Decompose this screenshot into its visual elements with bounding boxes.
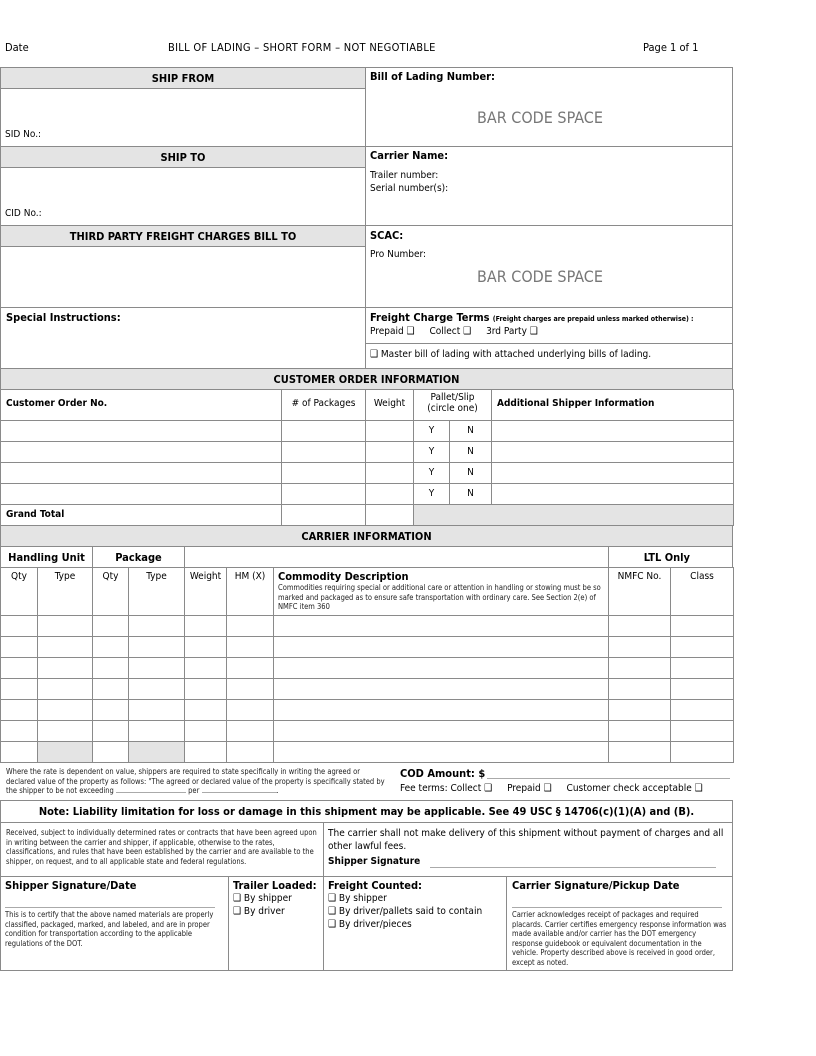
- carrier-sig-date-field[interactable]: [512, 897, 722, 908]
- freight-counted-title: Freight Counted:: [328, 879, 422, 892]
- pallet-slip-label: Pallet/Slip: [430, 392, 475, 403]
- pkg-type-cell: [128, 741, 185, 763]
- collect-checkbox[interactable]: Collect ❑: [429, 326, 472, 337]
- nmfc-cell[interactable]: [608, 741, 671, 763]
- pkg-qty-cell[interactable]: [92, 741, 129, 763]
- commodity-cell[interactable]: [273, 720, 609, 742]
- bol-number-label: Bill of Lading Number:: [370, 70, 496, 83]
- pallet-yes-option[interactable]: Y: [413, 483, 450, 505]
- additional-info-cell[interactable]: [491, 420, 734, 442]
- hu-type-cell[interactable]: [37, 720, 93, 742]
- hu-qty-cell[interactable]: [0, 741, 38, 763]
- hu-type-cell[interactable]: [37, 678, 93, 700]
- barcode-space: BAR CODE SPACE: [477, 108, 603, 127]
- hu-qty-cell[interactable]: [0, 699, 38, 721]
- pallet-no-option[interactable]: N: [449, 462, 492, 484]
- cod-amount-field[interactable]: [487, 769, 730, 779]
- col-additional-info: Additional Shipper Information: [491, 389, 734, 421]
- sid-label: SID No.:: [5, 129, 42, 140]
- grand-total-shaded: [413, 504, 734, 526]
- package-header: Package: [92, 546, 185, 568]
- ltl-only-header: LTL Only: [608, 546, 733, 568]
- shipper-sig-title: Shipper Signature/Date: [5, 879, 137, 892]
- delivery-text: The carrier shall not make delivery of this shipment without payment of charges and all other lawful fees.: [328, 828, 724, 852]
- shipper-signature-label: Shipper Signature: [328, 856, 421, 867]
- counted-by-driver-pallets-checkbox[interactable]: ❑ By driver/pallets said to contain: [328, 906, 483, 917]
- col-commodity: [273, 567, 609, 616]
- grand-total-label: Grand Total: [0, 504, 282, 526]
- declared-value-text: Where the rate is dependent on value, shippers are required to state specifically in writing the agreed or declared value of the property as follows: "The agreed or declared value of the property is specifically stated by the shipper to be not exceeding per .: [6, 767, 385, 795]
- weight-cell[interactable]: [184, 615, 227, 637]
- col-hu-qty: Qty: [0, 567, 38, 616]
- pkg-qty-cell[interactable]: [92, 636, 129, 658]
- weight-cell[interactable]: [365, 441, 414, 463]
- nmfc-cell[interactable]: [608, 657, 671, 679]
- class-cell[interactable]: [670, 615, 734, 637]
- prepaid-checkbox[interactable]: Prepaid ❑: [370, 326, 415, 337]
- carrier-info-header: CARRIER INFORMATION: [0, 525, 733, 547]
- pro-number-label: Pro Number:: [370, 249, 427, 260]
- col-class: Class: [670, 567, 734, 616]
- nmfc-cell[interactable]: [608, 636, 671, 658]
- class-cell[interactable]: [670, 741, 734, 763]
- col-customer-order-no: Customer Order No.: [0, 389, 282, 421]
- col-weight: Weight: [184, 567, 227, 616]
- master-bol-checkbox[interactable]: ❑ Master bill of lading with attached underlying bills of lading.: [370, 349, 652, 360]
- customer-order-header: CUSTOMER ORDER INFORMATION: [0, 368, 733, 390]
- trailer-by-driver-checkbox[interactable]: ❑ By driver: [233, 906, 285, 917]
- liability-note: Note: Liability limitation for loss or damage in this shipment may be applicable. See 49 USC § 14706(c)(1)(A) and (B).: [0, 800, 733, 823]
- carrier-name-label: Carrier Name:: [370, 149, 449, 162]
- hu-qty-cell[interactable]: [0, 615, 38, 637]
- pkg-type-cell[interactable]: [128, 699, 185, 721]
- shipper-sig-date-field[interactable]: [5, 897, 215, 908]
- nmfc-cell[interactable]: [608, 699, 671, 721]
- hm-cell[interactable]: [226, 720, 274, 742]
- hu-type-cell[interactable]: [37, 699, 93, 721]
- pallet-no-option[interactable]: N: [449, 441, 492, 463]
- third-party-field[interactable]: [0, 246, 366, 308]
- customer-order-cell[interactable]: [0, 462, 282, 484]
- class-cell[interactable]: [670, 657, 734, 679]
- ship-to-header: SHIP TO: [0, 146, 366, 168]
- pkg-type-cell[interactable]: [128, 636, 185, 658]
- weight-cell[interactable]: [184, 636, 227, 658]
- carrier-ack-text: Carrier acknowledges receipt of packages and required placards. Carrier certifies emergency response information was made available and/or carrier has the DOT emergency response guidebook or equivalent documentation in the vehicle. Property described above is received in good order, except as noted.: [512, 910, 727, 967]
- customer-order-cell[interactable]: [0, 420, 282, 442]
- col-pallet-slip: [413, 389, 492, 421]
- pkg-qty-cell[interactable]: [92, 678, 129, 700]
- freight-terms-note: (Freight charges are prepaid unless marked otherwise) :: [492, 315, 694, 323]
- barcode-space: BAR CODE SPACE: [477, 267, 603, 286]
- shipper-certify-text: This is to certify that the above named materials are properly classified, packaged, marked, and labeled, and are in proper condition for transportation according to the applicable regulations of the DOT.: [5, 910, 214, 948]
- hu-type-cell[interactable]: [37, 657, 93, 679]
- packages-cell[interactable]: [281, 462, 366, 484]
- handling-unit-header: Handling Unit: [0, 546, 93, 568]
- grand-total-packages[interactable]: [281, 504, 366, 526]
- packages-cell[interactable]: [281, 483, 366, 505]
- col-hm: HM (X): [226, 567, 274, 616]
- pallet-yes-option[interactable]: Y: [413, 420, 450, 442]
- additional-info-cell[interactable]: [491, 483, 734, 505]
- commodity-cell[interactable]: [273, 636, 609, 658]
- commodity-cell[interactable]: [273, 657, 609, 679]
- cod-amount-label: COD Amount: $: [400, 767, 486, 780]
- commodity-cell[interactable]: [273, 615, 609, 637]
- col-hu-type: Type: [37, 567, 93, 616]
- trailer-loaded-title: Trailer Loaded:: [233, 879, 317, 892]
- commodity-cell[interactable]: [273, 699, 609, 721]
- cid-label: CID No.:: [5, 208, 42, 219]
- nmfc-cell[interactable]: [608, 720, 671, 742]
- scac-label: SCAC:: [370, 229, 404, 242]
- hm-cell[interactable]: [226, 678, 274, 700]
- hm-cell[interactable]: [226, 615, 274, 637]
- pkg-type-cell[interactable]: [128, 657, 185, 679]
- col-pkg-qty: Qty: [92, 567, 129, 616]
- pkg-qty-cell[interactable]: [92, 615, 129, 637]
- additional-info-cell[interactable]: [491, 441, 734, 463]
- third-party-header: THIRD PARTY FREIGHT CHARGES BILL TO: [0, 225, 366, 247]
- nmfc-cell[interactable]: [608, 615, 671, 637]
- serial-number-label: Serial number(s):: [370, 183, 449, 194]
- ship-to-field[interactable]: [0, 167, 366, 226]
- shipper-signature-field[interactable]: [430, 857, 716, 868]
- weight-cell[interactable]: [184, 699, 227, 721]
- grand-total-weight[interactable]: [365, 504, 414, 526]
- col-packages: # of Packages: [281, 389, 366, 421]
- special-instructions-label: Special Instructions:: [6, 311, 121, 324]
- date-label: Date: [5, 41, 29, 54]
- hu-qty-cell[interactable]: [0, 636, 38, 658]
- pallet-yes-option[interactable]: Y: [413, 462, 450, 484]
- pallet-no-option[interactable]: N: [449, 483, 492, 505]
- class-cell[interactable]: [670, 636, 734, 658]
- hu-qty-cell[interactable]: [0, 657, 38, 679]
- class-cell[interactable]: [670, 699, 734, 721]
- hm-cell[interactable]: [226, 699, 274, 721]
- weight-cell[interactable]: [184, 657, 227, 679]
- hm-cell[interactable]: [226, 657, 274, 679]
- pallet-yes-option[interactable]: Y: [413, 441, 450, 463]
- ship-from-field[interactable]: [0, 88, 366, 147]
- weight-cell[interactable]: [184, 678, 227, 700]
- ship-from-header: SHIP FROM: [0, 67, 366, 89]
- pkg-qty-cell[interactable]: [92, 657, 129, 679]
- additional-info-cell[interactable]: [491, 462, 734, 484]
- weight-cell[interactable]: [365, 420, 414, 442]
- commodity-note: Commodities requiring special or additional care or attention in handling or stowing must be so marked and packaged as to ensure safe transportation with ordinary care. See Section 2(e) of NMFC item 360: [278, 583, 601, 611]
- blank-header: [184, 546, 609, 568]
- weight-cell[interactable]: [184, 720, 227, 742]
- circle-one-label: (circle one): [427, 403, 478, 414]
- packages-cell[interactable]: [281, 420, 366, 442]
- hm-cell[interactable]: [226, 741, 274, 763]
- col-weight: Weight: [365, 389, 414, 421]
- pallet-no-option[interactable]: N: [449, 420, 492, 442]
- col-nmfc: NMFC No.: [608, 567, 671, 616]
- customer-order-cell[interactable]: [0, 483, 282, 505]
- pkg-qty-cell[interactable]: [92, 699, 129, 721]
- nmfc-cell[interactable]: [608, 678, 671, 700]
- pkg-type-cell[interactable]: [128, 615, 185, 637]
- counted-by-driver-pieces-checkbox[interactable]: ❑ By driver/pieces: [328, 919, 412, 930]
- page-number: Page 1 of 1: [643, 41, 699, 54]
- received-text: Received, subject to individually determined rates or contracts that have been agreed upon in writing between the carrier and shipper, if applicable, otherwise to the rates, classifications, and rules that have been established by the carrier and are available to the shipper, on request, and to all applicable state and federal regulations.: [6, 828, 317, 866]
- weight-cell[interactable]: [365, 483, 414, 505]
- class-cell[interactable]: [670, 720, 734, 742]
- third-party-checkbox[interactable]: 3rd Party ❑: [486, 326, 538, 337]
- trailer-by-shipper-checkbox[interactable]: ❑ By shipper: [233, 893, 292, 904]
- carrier-sig-title: Carrier Signature/Pickup Date: [512, 879, 680, 892]
- counted-by-shipper-checkbox[interactable]: ❑ By shipper: [328, 893, 387, 904]
- commodity-title: Commodity Description: [278, 570, 409, 583]
- pkg-qty-cell[interactable]: [92, 720, 129, 742]
- fee-prepaid-checkbox[interactable]: Prepaid ❑: [507, 783, 552, 794]
- pkg-type-cell[interactable]: [128, 720, 185, 742]
- hm-cell[interactable]: [226, 636, 274, 658]
- customer-order-cell[interactable]: [0, 441, 282, 463]
- packages-cell[interactable]: [281, 441, 366, 463]
- pkg-type-cell[interactable]: [128, 678, 185, 700]
- fee-collect-checkbox[interactable]: Fee terms: Collect ❑: [400, 783, 493, 794]
- class-cell[interactable]: [670, 678, 734, 700]
- hu-qty-cell[interactable]: [0, 720, 38, 742]
- trailer-number-label: Trailer number:: [370, 170, 439, 181]
- customer-check-checkbox[interactable]: Customer check acceptable ❑: [566, 783, 703, 794]
- form-title: BILL OF LADING – SHORT FORM – NOT NEGOTIABLE: [168, 41, 436, 54]
- commodity-cell[interactable]: [273, 741, 609, 763]
- hu-type-cell[interactable]: [37, 636, 93, 658]
- col-pkg-type: Type: [128, 567, 185, 616]
- freight-terms-label: Freight Charge Terms: [370, 311, 490, 324]
- commodity-cell[interactable]: [273, 678, 609, 700]
- hu-qty-cell[interactable]: [0, 678, 38, 700]
- hu-type-cell[interactable]: [37, 615, 93, 637]
- weight-cell[interactable]: [184, 741, 227, 763]
- weight-cell[interactable]: [365, 462, 414, 484]
- hu-type-cell: [37, 741, 93, 763]
